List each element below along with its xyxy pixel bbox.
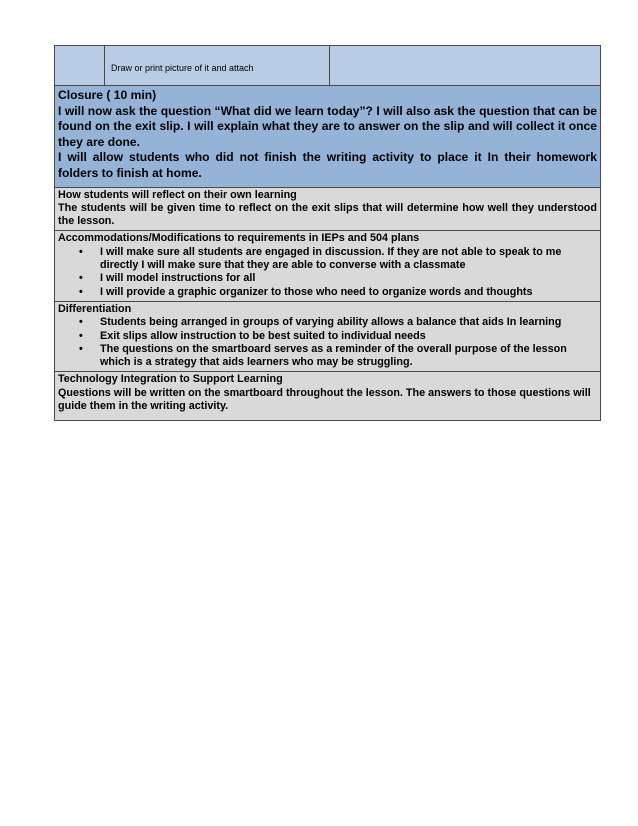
lesson-plan-table xyxy=(54,45,601,421)
reflection-body: The students will be given time to reflect on the exit slips that will determine how well they understood the lesson. xyxy=(58,201,597,228)
reflection-heading: How students will reflect on their own learning xyxy=(58,188,297,201)
top-row-instruction-cell: Draw or print picture of it and attach xyxy=(105,46,330,85)
differentiation-list xyxy=(58,316,597,369)
list-item: • I will model instructions for all xyxy=(76,272,597,285)
list-item: • Exit slips allow instruction to be best suited to individual needs xyxy=(76,330,597,343)
technology-section xyxy=(55,372,600,420)
list-item: • I will make sure all students are engaged in discussion. If they are not able to speak to me directly I will make sure that they are able to converse with a classmate xyxy=(76,246,597,273)
technology-heading: Technology Integration to Support Learning xyxy=(58,373,283,386)
closure-paragraph-1: I will now ask the question “What did we learn today”? I will also ask the question that can be found on the exit slip. I will explain what they are to answer on the slip and will collect it once they are done. xyxy=(58,103,597,149)
closure-heading: Closure ( 10 min) xyxy=(58,88,157,102)
differentiation-section xyxy=(55,302,600,372)
reflection-section xyxy=(55,188,600,232)
top-row-empty-cell-1 xyxy=(55,46,105,85)
closure-paragraph-2: I will allow students who did not finish the writing activity to place it In their homework folders to finish at home. xyxy=(58,150,597,180)
differentiation-heading: Differentiation xyxy=(58,302,132,315)
accommodations-section xyxy=(55,231,600,301)
accommodations-heading: Accommodations/Modifications to requirements in IEPs and 504 plans xyxy=(58,232,420,245)
closure-section xyxy=(55,86,600,188)
list-item: • Students being arranged in groups of varying ability allows a balance that aids In learning xyxy=(76,316,597,329)
list-item: • The questions on the smartboard serves as a reminder of the overall purpose of the lesson which is a strategy that aids learners who may be struggling. xyxy=(76,343,597,370)
list-item: • I will provide a graphic organizer to those who need to organize words and thoughts xyxy=(76,286,597,299)
top-row xyxy=(55,46,600,86)
accommodations-list xyxy=(58,246,597,299)
top-row-empty-cell-2 xyxy=(330,46,600,85)
technology-body: Questions will be written on the smartboard throughout the lesson. The answers to those questions will guide them in the writing activity. xyxy=(58,386,591,413)
